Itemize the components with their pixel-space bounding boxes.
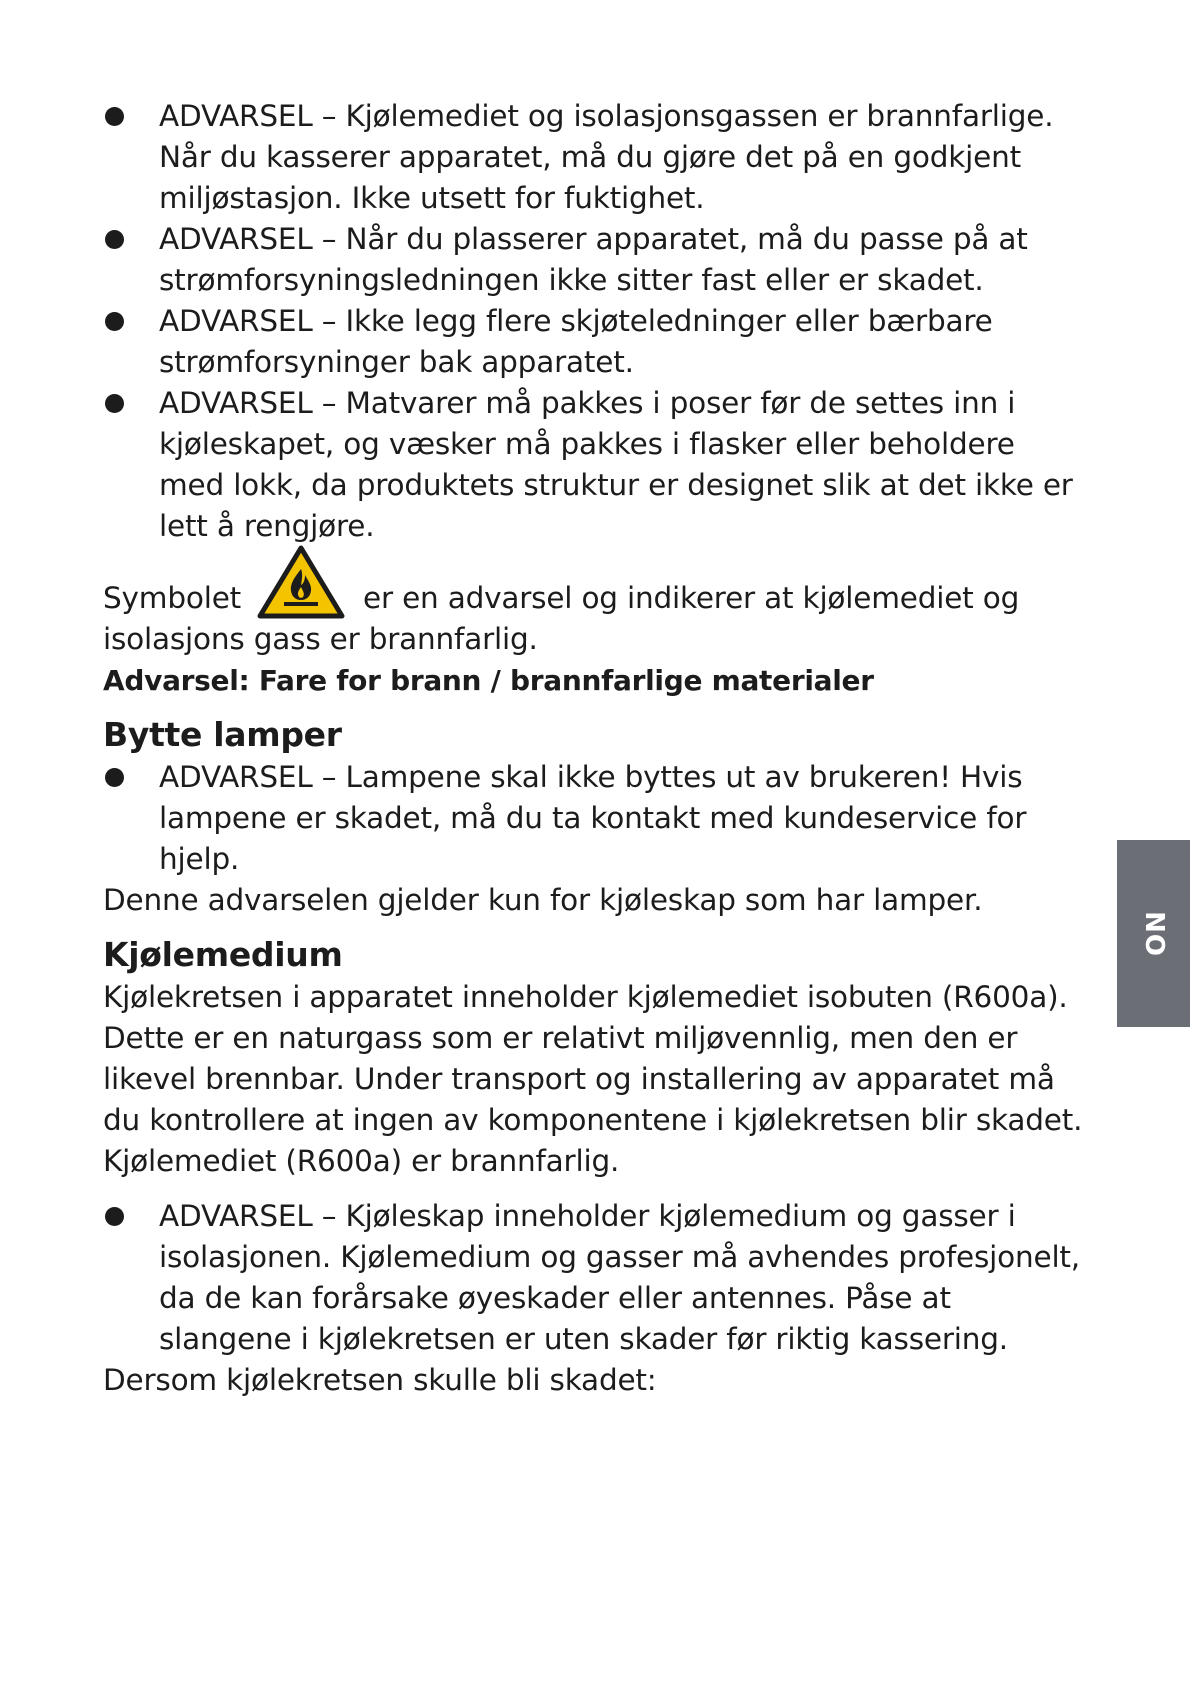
list-item — [103, 383, 1083, 547]
top-warning-list — [103, 96, 1083, 547]
list-item — [103, 219, 1083, 301]
list-item — [103, 301, 1083, 383]
warning-text: ADVARSEL – Når du plasserer apparatet, må du passe på at strømforsyningsledningen ikke sitter fast eller er skadet. — [159, 222, 1028, 297]
symbol-continuation: isolasjons gass er brannfarlig. — [103, 622, 538, 656]
language-tab — [1117, 840, 1190, 1027]
refrigerant-body: Kjølekretsen i apparatet inneholder kjølemediet isobuten (R600a). Dette er en naturgass som er relativt miljøvennlig, men den er likevel brennbar. Under transport og installering av apparatet må du kontrollere at ingen av komponentene i kjølekretsen blir skadet. Kjølemediet (R600a) er brannfarlig. — [103, 980, 1083, 1178]
bullet-icon — [105, 312, 124, 331]
page-content — [103, 96, 1083, 1401]
language-tab-label: NO — [1138, 910, 1169, 957]
bullet-icon — [105, 1207, 124, 1226]
bullet-icon — [105, 230, 124, 249]
bullet-icon — [105, 768, 124, 787]
refrigerant-warning-list — [103, 1196, 1083, 1360]
section-heading-refrigerant: Kjølemedium — [103, 935, 343, 974]
warning-text: ADVARSEL – Ikke legg flere skjøteledninger eller bærbare strømforsyninger bak apparatet. — [159, 304, 993, 379]
list-item — [103, 757, 1083, 880]
symbol-row — [103, 553, 1083, 619]
list-item — [103, 96, 1083, 219]
warning-text: ADVARSEL – Kjølemediet og isolasjonsgassen er brannfarlige. Når du kasserer apparatet, må du gjøre det på en godkjent miljøstasjon. Ikke utsett for fuktighet. — [159, 99, 1054, 215]
list-item — [103, 1196, 1083, 1360]
lamps-warning-list — [103, 757, 1083, 880]
symbol-prefix: Symbolet — [103, 581, 242, 615]
section-heading-lamps: Bytte lamper — [103, 715, 342, 754]
bullet-icon — [105, 107, 124, 126]
symbol-suffix: er en advarsel og indikerer at kjølemediet og — [363, 581, 1020, 615]
warning-text: ADVARSEL – Kjøleskap inneholder kjølemedium og gasser i isolasjonen. Kjølemedium og gasser må avhendes profesjonelt, da de kan forårsake øyeskader eller antennes. Påse at slangene i kjølekretsen er uten skader før riktig kassering. — [159, 1199, 1080, 1356]
warning-text: ADVARSEL – Matvarer må pakkes i poser før de settes inn i kjøleskapet, og væsker må pakkes i flasker eller beholdere med lokk, da produktets struktur er designet slik at det ikke er lett å rengjøre. — [159, 386, 1073, 543]
warning-text: ADVARSEL – Lampene skal ikke byttes ut av brukeren! Hvis lampene er skadet, må du ta kontakt med kundeservice for hjelp. — [159, 760, 1027, 876]
lamps-note: Denne advarselen gjelder kun for kjøleskap som har lamper. — [103, 883, 983, 917]
bullet-icon — [105, 394, 124, 413]
fire-warning: Advarsel: Fare for brann / brannfarlige materialer — [103, 664, 874, 697]
symbol-explanation — [103, 553, 1083, 660]
flammable-warning-icon — [257, 545, 345, 619]
refrigerant-closing: Dersom kjølekretsen skulle bli skadet: — [103, 1363, 657, 1397]
